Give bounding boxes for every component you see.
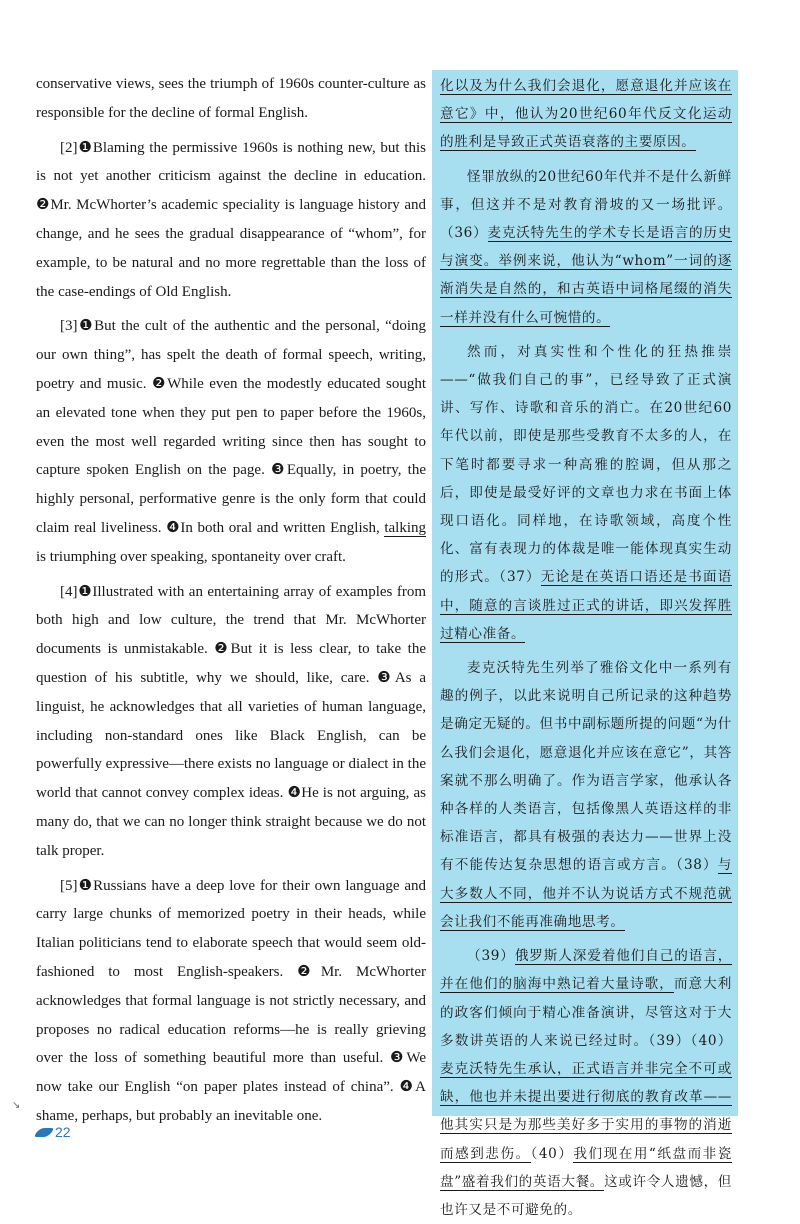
english-text-column [36,70,426,1131]
chinese-paragraph-4 [440,654,732,936]
translation-text: 而意大利的政客们倾向于精心准备演讲，尽管这对于大多数讲英语的人来说已经过时。 [440,976,732,1049]
margin-mark: ↘ [12,1100,21,1111]
underlined-translation: 我们现在用“纸盘而非瓷盘”盛着我们的英语大餐。 [440,1145,732,1190]
page-number [36,1122,71,1142]
underlined-translation: 麦克沃特先生承认，正式语言并非完全不可或缺，他也并未提出要进行彻底的教育改革——他其实只是为那些美好多于实用的事物的消逝而感到悲伤。 [440,1060,732,1162]
sentence-label: （38） [676,857,718,874]
underlined-translation: 麦克沃特先生的学术专长是语言的历史与演变。举例来说，他认为“whom”一词的逐渐消失是自然的，和古英语中词格尾缀的消失一样并没有什么可惋惜的。 [440,225,733,326]
sentence-label: （36） [440,225,488,242]
paragraph-number: [2] [60,139,78,156]
underlined-translation: 无论是在英语口语还是书面语中，随意的言谈胜过正式的讲话，即兴发挥胜过精心准备。 [440,569,732,642]
paragraph-text: ❶But the cult of the authentic and the personal, “doing our own thing”, has spelt the death of formal speech, writing, poetry and music. ❷While even the modestly educated sought an elevated tone when they put pen to paper before the 1960s, even the most well regarded writing since then has sought to capture spoken English on the page. ❸Equally, in poetry, the highly personal, performative genre is the only form that could claim real liveliness. ❹In both oral and written English, [36,318,426,536]
paragraph-number: [3] [60,318,78,335]
sentence-label: （39） [467,948,515,965]
translation-text: 麦克沃特先生列举了雅俗文化中一系列有趣的例子，以此来说明自己所记录的这种趋势是确定无疑的。但书中副标题所提的问题“为什么我们会退化，愿意退化并应该在意它”，其答案就不那么明确了。作为语言学家，他承认各种各样的人类语言，包括像黑人英语这样的非标准语言，都具有极强的表达力——世界上没有不能传达复杂思想的语言或方言。 [440,660,732,874]
translation-text: 怪罪放纵的20世纪60年代并不是什么新鲜事，但这并不是对教育滑坡的又一场批评。 [440,168,732,213]
paragraph-number: [4] [60,583,78,600]
underlined-translation: 化以及为什么我们会退化，愿意退化并应该在意它》中，他认为20世纪60年代反文化运动的胜利是导致正式英语衰落的主要原因。 [440,78,732,151]
sentence-label: （40） [530,1145,574,1162]
paragraph-text: ❶Illustrated with an entertaining array of examples from both high and low culture, the trend that Mr. McWhorter documents is unmistakable. ❷But it is less clear, to take the question of his subtitle, why we should, like, care. ❸As a linguist, he acknowledges that all varieties of human language, including non-standard ones like Black English, can be powerfully expressive—there exists no language or dialect in the world that cannot convey complex ideas. ❹He is not arguing, as many do, that we can no longer think straight because we do not talk proper. [36,583,426,859]
underlined-translation: 俄罗斯人深爱着他们自己的语言，并在他们的脑海中熟记着大量诗歌， [440,948,733,993]
english-paragraph-4 [36,578,426,866]
paragraph-text: ❶Blaming the permissive 1960s is nothing new, but this is not yet another criticism against the decline in education. ❷Mr. McWhorter’s academic speciality is language history and change, and he sees the gradual disappearance of “whom”, for example, to be natural and no more regrettable than the loss of the case-endings of Old English. [36,139,426,300]
english-paragraph-2 [36,134,426,307]
english-paragraph-3 [36,312,426,571]
chinese-paragraph-1 [440,72,732,157]
paragraph-text: ❶Russians have a deep love for their own language and carry large chunks of memorized poetry in their heads, while Italian politicians tend to elaborate speech that would seem old-fashioned to most English-speakers. ❷Mr. McWhorter acknowledges that formal language is not strictly necessary, and proposes no radical education reforms—he is really grieving over the loss of something beautiful more than useful. ❸We now take our English “on paper plates instead of china”. ❹A shame, perhaps, but probably an inevitable one. [36,877,426,1124]
paragraph-text-after: is triumphing over speaking, spontaneity over craft. [36,548,346,565]
translation-text: 这或许令人遗憾，但也许又是不可避免的。 [440,1173,732,1218]
underlined-translation: 与大多数人不同，他并不认为说话方式不规范就会让我们不能再准确地思考。 [440,857,732,930]
chinese-paragraph-3 [440,338,732,648]
english-intro-text: conservative views, sees the triumph of 1960s counter-culture as responsible for the decline of formal English. [36,76,426,121]
paragraph-number: [5] [60,877,78,894]
page-number-text: 22 [55,1124,71,1140]
english-paragraph-5 [36,872,426,1131]
sentence-label: （39）（40） [648,1032,732,1049]
chinese-paragraph-2 [440,163,732,332]
chinese-paragraph-5 [440,942,732,1224]
sentence-label: （37） [499,569,541,586]
translation-text: 然而，对真实性和个性化的狂热推崇——“做我们自己的事”，已经导致了正式演讲、写作、诗歌和音乐的消亡。在20世纪60年代以前，即使是那些受教育不太多的人，在下笔时都要寻求一种高雅的腔调，但从那之后，即使是最受好评的文章也力求在书面上体现口语化。同样地，在诗歌领域，高度个性化、富有表现力的体裁是唯一能体现真实生动的形式。 [440,343,732,586]
leaf-icon [34,1128,53,1137]
underlined-word: talking [384,519,426,536]
chinese-translation-column [440,72,732,1224]
